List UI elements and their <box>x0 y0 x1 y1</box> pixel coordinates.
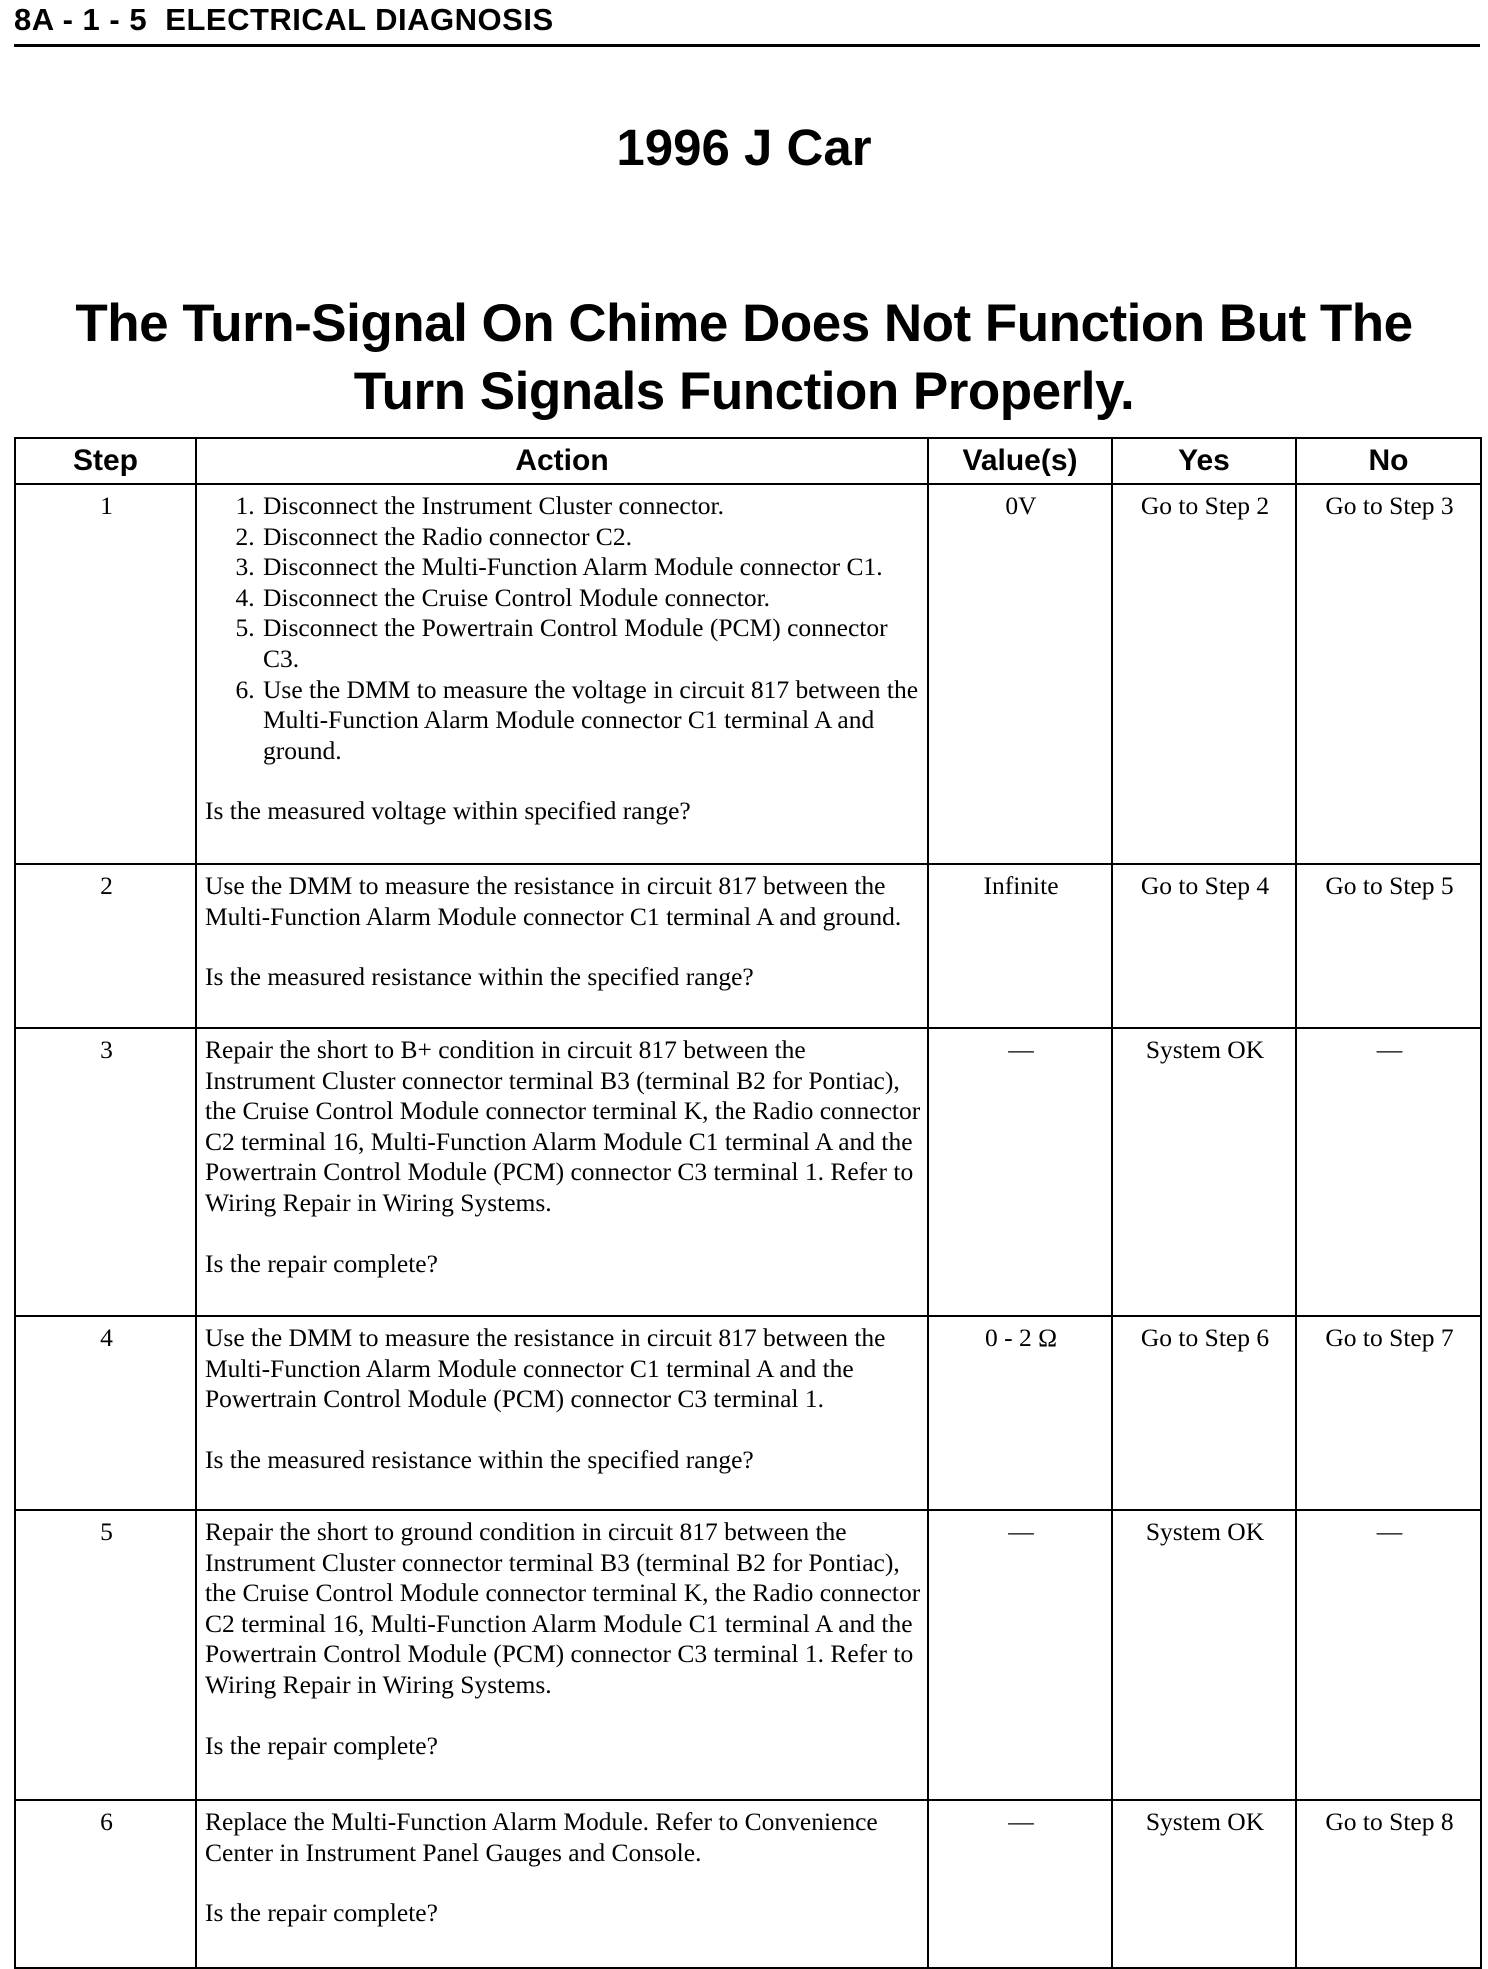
no-cell: Go to Step 8 <box>1296 1800 1481 1968</box>
action-cell <box>196 1510 928 1800</box>
step-number: 6 <box>15 1800 196 1968</box>
substep-item: 2. Disconnect the Radio connector C2. <box>261 522 921 553</box>
no-cell: Go to Step 5 <box>1296 864 1481 1028</box>
value-cell: — <box>928 1510 1112 1800</box>
column-header-no: No <box>1296 438 1481 484</box>
table-row <box>15 864 1481 1028</box>
step-number: 4 <box>15 1316 196 1510</box>
step-number: 1 <box>15 484 196 864</box>
table-row <box>15 1028 1481 1316</box>
substep-item: 6. Use the DMM to measure the voltage in circuit 817 between the Multi-Function Alarm Module connector C1 terminal A and ground. <box>261 675 921 767</box>
action-question: Is the repair complete? <box>205 1730 438 1760</box>
table-row <box>15 1800 1481 1968</box>
yes-cell: Go to Step 4 <box>1112 864 1296 1028</box>
action-question: Is the measured resistance within the specified range? <box>205 1444 754 1474</box>
no-cell: — <box>1296 1510 1481 1800</box>
action-cell <box>196 484 928 864</box>
substep-item: 4. Disconnect the Cruise Control Module connector. <box>261 583 921 614</box>
page-header <box>14 0 1480 47</box>
column-header-action: Action <box>196 438 928 484</box>
table-row <box>15 1316 1481 1510</box>
substep-list <box>205 491 921 766</box>
diagnostic-table <box>14 437 1482 1969</box>
table-row <box>15 1510 1481 1800</box>
substep-item: 5. Disconnect the Powertrain Control Module (PCM) connector C3. <box>261 613 921 674</box>
action-text: Use the DMM to measure the resistance in circuit 817 between the Multi-Function Alarm Module connector C1 terminal A and the Powertrain Control Module (PCM) connector C3 terminal 1. <box>205 1323 886 1414</box>
page-title: The Turn-Signal On Chime Does Not Function But The Turn Signals Function Properly. <box>75 294 1413 421</box>
no-cell: Go to Step 7 <box>1296 1316 1481 1510</box>
table-row <box>15 484 1481 864</box>
no-cell: — <box>1296 1028 1481 1316</box>
action-question: Is the measured resistance within the specified range? <box>205 962 754 992</box>
value-cell: Infinite <box>928 864 1112 1028</box>
action-text: Use the DMM to measure the resistance in circuit 817 between the Multi-Function Alarm Module connector C1 terminal A and ground. <box>205 871 902 931</box>
value-cell: 0V <box>928 484 1112 864</box>
action-text: Repair the short to ground condition in circuit 817 between the Instrument Cluster connector terminal B3 (terminal B2 for Pontiac), the Cruise Control Module connector terminal K, the Radio connector C2 terminal 16, Multi-Function Alarm Module C1 terminal A and the Powertrain Control Module (PCM) connector C3 terminal 1. Refer to Wiring Repair in Wiring Systems. <box>205 1517 921 1699</box>
action-text: Repair the short to B+ condition in circuit 817 between the Instrument Cluster connector terminal B3 (terminal B2 for Pontiac), the Cruise Control Module connector terminal K, the Radio connector C2 terminal 16, Multi-Function Alarm Module C1 terminal A and the Powertrain Control Module (PCM) connector C3 terminal 1. Refer to Wiring Repair in Wiring Systems. <box>205 1035 921 1217</box>
yes-cell: System OK <box>1112 1028 1296 1316</box>
action-text: Replace the Multi-Function Alarm Module. Refer to Convenience Center in Instrument Panel Gauges and Console. <box>205 1807 878 1867</box>
value-cell: — <box>928 1800 1112 1968</box>
table-header-row <box>15 438 1481 484</box>
column-header-yes: Yes <box>1112 438 1296 484</box>
step-number: 3 <box>15 1028 196 1316</box>
action-cell <box>196 1316 928 1510</box>
column-header-values: Value(s) <box>928 438 1112 484</box>
yes-cell: Go to Step 2 <box>1112 484 1296 864</box>
section-number: 8A - 1 - 5 <box>14 2 148 37</box>
model-heading: 1996 J Car <box>616 119 872 176</box>
yes-cell: System OK <box>1112 1800 1296 1968</box>
action-cell <box>196 1800 928 1968</box>
column-header-step: Step <box>15 438 196 484</box>
section-title: ELECTRICAL DIAGNOSIS <box>165 2 554 37</box>
substep-item: 3. Disconnect the Multi-Function Alarm Module connector C1. <box>261 552 921 583</box>
action-question: Is the repair complete? <box>205 1248 438 1278</box>
yes-cell: System OK <box>1112 1510 1296 1800</box>
step-number: 2 <box>15 864 196 1028</box>
substep-item: 1. Disconnect the Instrument Cluster connector. <box>261 491 921 522</box>
action-question: Is the repair complete? <box>205 1898 438 1928</box>
action-cell <box>196 864 928 1028</box>
yes-cell: Go to Step 6 <box>1112 1316 1296 1510</box>
value-cell: — <box>928 1028 1112 1316</box>
step-number: 5 <box>15 1510 196 1800</box>
action-question: Is the measured voltage within specified range? <box>205 796 691 826</box>
action-cell <box>196 1028 928 1316</box>
value-cell: 0 - 2 Ω <box>928 1316 1112 1510</box>
no-cell: Go to Step 3 <box>1296 484 1481 864</box>
